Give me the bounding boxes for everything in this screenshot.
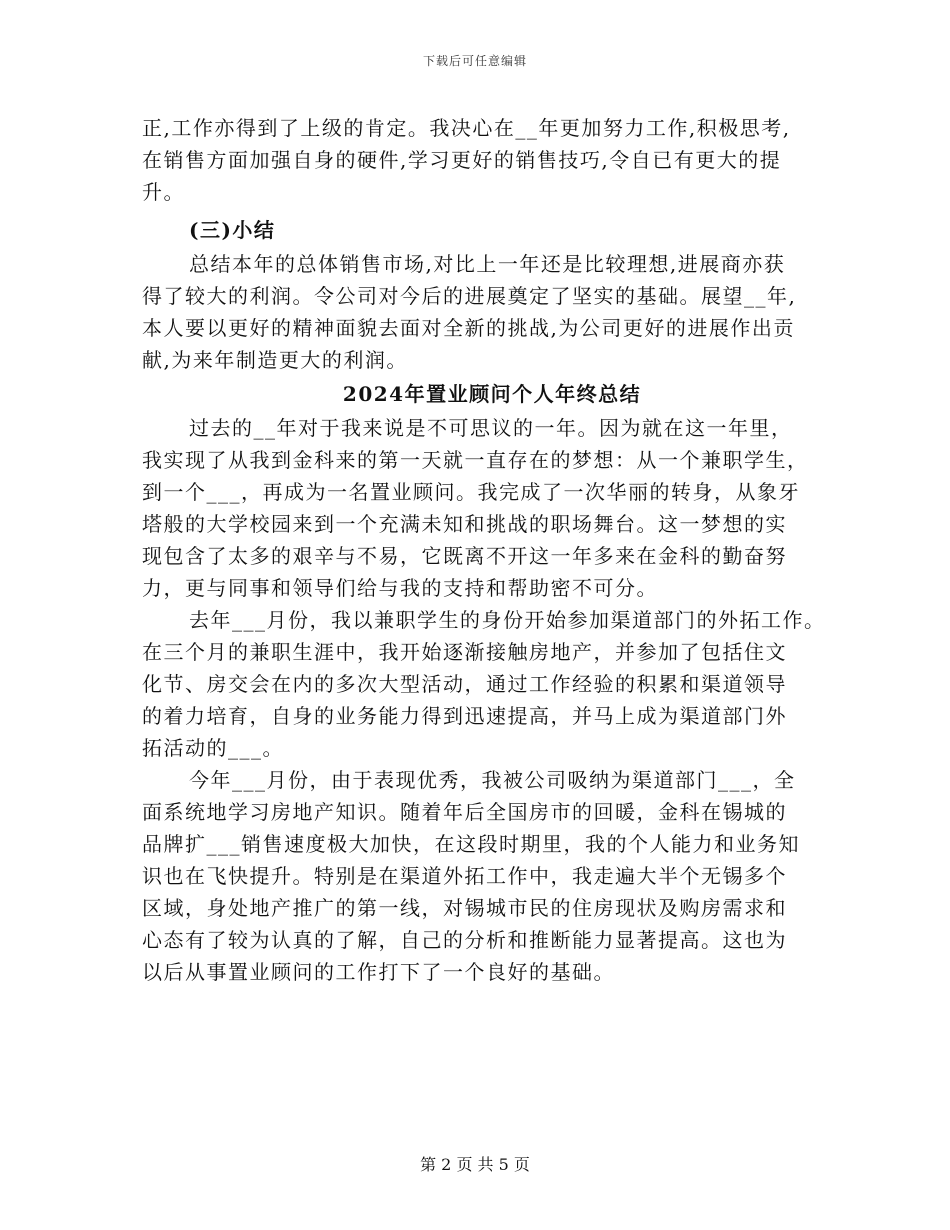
- text-line: 识也在飞快提升。特别是在渠道外拓工作中，我走遍大半个无锡多个: [142, 864, 787, 888]
- article-paragraph-1: [142, 412, 832, 604]
- document-body: [142, 112, 832, 988]
- text-line: 到一个___，再成为一名置业顾问。我完成了一次华丽的转身，从象牙: [142, 480, 800, 504]
- article-title: 2024年置业顾问个人年终总结: [342, 382, 642, 406]
- article-paragraph-2: [142, 604, 832, 764]
- text-line: 今年___月份，由于表现优秀，我被公司吸纳为渠道部门___，全: [189, 768, 796, 792]
- text-line: 升。: [142, 180, 185, 204]
- text-line: 在三个月的兼职生涯中，我开始逐渐接触房地产，并参加了包括住文: [142, 640, 787, 664]
- text-line: 现包含了太多的艰辛与不易，它既离不开这一年多来在金科的勤奋努: [142, 544, 787, 568]
- text-line: 得了较大的利润。令公司对今后的进展奠定了坚实的基础。展望__年,: [142, 284, 797, 308]
- section-heading: (三)小结: [189, 218, 276, 242]
- page-number: 第 2 页 共 5 页: [420, 1155, 530, 1174]
- text-line: 以后从事置业顾问的工作打下了一个良好的基础。: [142, 960, 615, 984]
- text-line: 心态有了较为认真的了解，自己的分析和推断能力显著提高。这也为: [142, 928, 787, 952]
- text-line: 总结本年的总体销售市场,对比上一年还是比较理想,进展商亦获: [189, 252, 786, 276]
- text-line: 在销售方面加强自身的硬件,学习更好的销售技巧,令自已有更大的提: [142, 148, 782, 172]
- text-line: 塔般的大学校园来到一个充满未知和挑战的职场舞台。这一梦想的实: [142, 512, 787, 536]
- text-line: 我实现了从我到金科来的第一天就一直存在的梦想：从一个兼职学生，: [142, 448, 809, 472]
- text-line: 的着力培育，自身的业务能力得到迅速提高，并马上成为渠道部门外: [142, 704, 787, 728]
- text-line: 区域，身处地产推广的第一线，对锡城市民的住房现状及购房需求和: [142, 896, 787, 920]
- text-line: 正,工作亦得到了上级的肯定。我决心在__年更加努力工作,积极思考,: [142, 116, 791, 140]
- text-line: 拓活动的___。: [142, 736, 284, 760]
- text-line: 本人要以更好的精神面貌去面对全新的挑战,为公司更好的进展作出贡: [142, 316, 795, 340]
- page-header: 下载后可任意编辑: [422, 54, 527, 68]
- text-line: 品牌扩___销售速度极大加快，在这段时期里，我的个人能力和业务知: [142, 832, 800, 856]
- text-line: 去年___月份，我以兼职学生的身份开始参加渠道部门的外拓工作。: [189, 608, 826, 632]
- summary-paragraph: [142, 248, 832, 376]
- section1-paragraph: [142, 112, 832, 208]
- text-line: 献,为来年制造更大的利润。: [142, 348, 408, 372]
- text-line: 过去的__年对于我来说是不可思议的一年。因为就在这一年里，: [189, 416, 793, 440]
- text-line: 面系统地学习房地产知识。随着年后全国房市的回暖，金科在锡城的: [142, 800, 787, 824]
- text-line: 化节、房交会在内的多次大型活动，通过工作经验的积累和渠道领导: [142, 672, 787, 696]
- text-line: 力，更与同事和领导们给与我的支持和帮助密不可分。: [142, 576, 658, 600]
- article-paragraph-3: [142, 764, 832, 988]
